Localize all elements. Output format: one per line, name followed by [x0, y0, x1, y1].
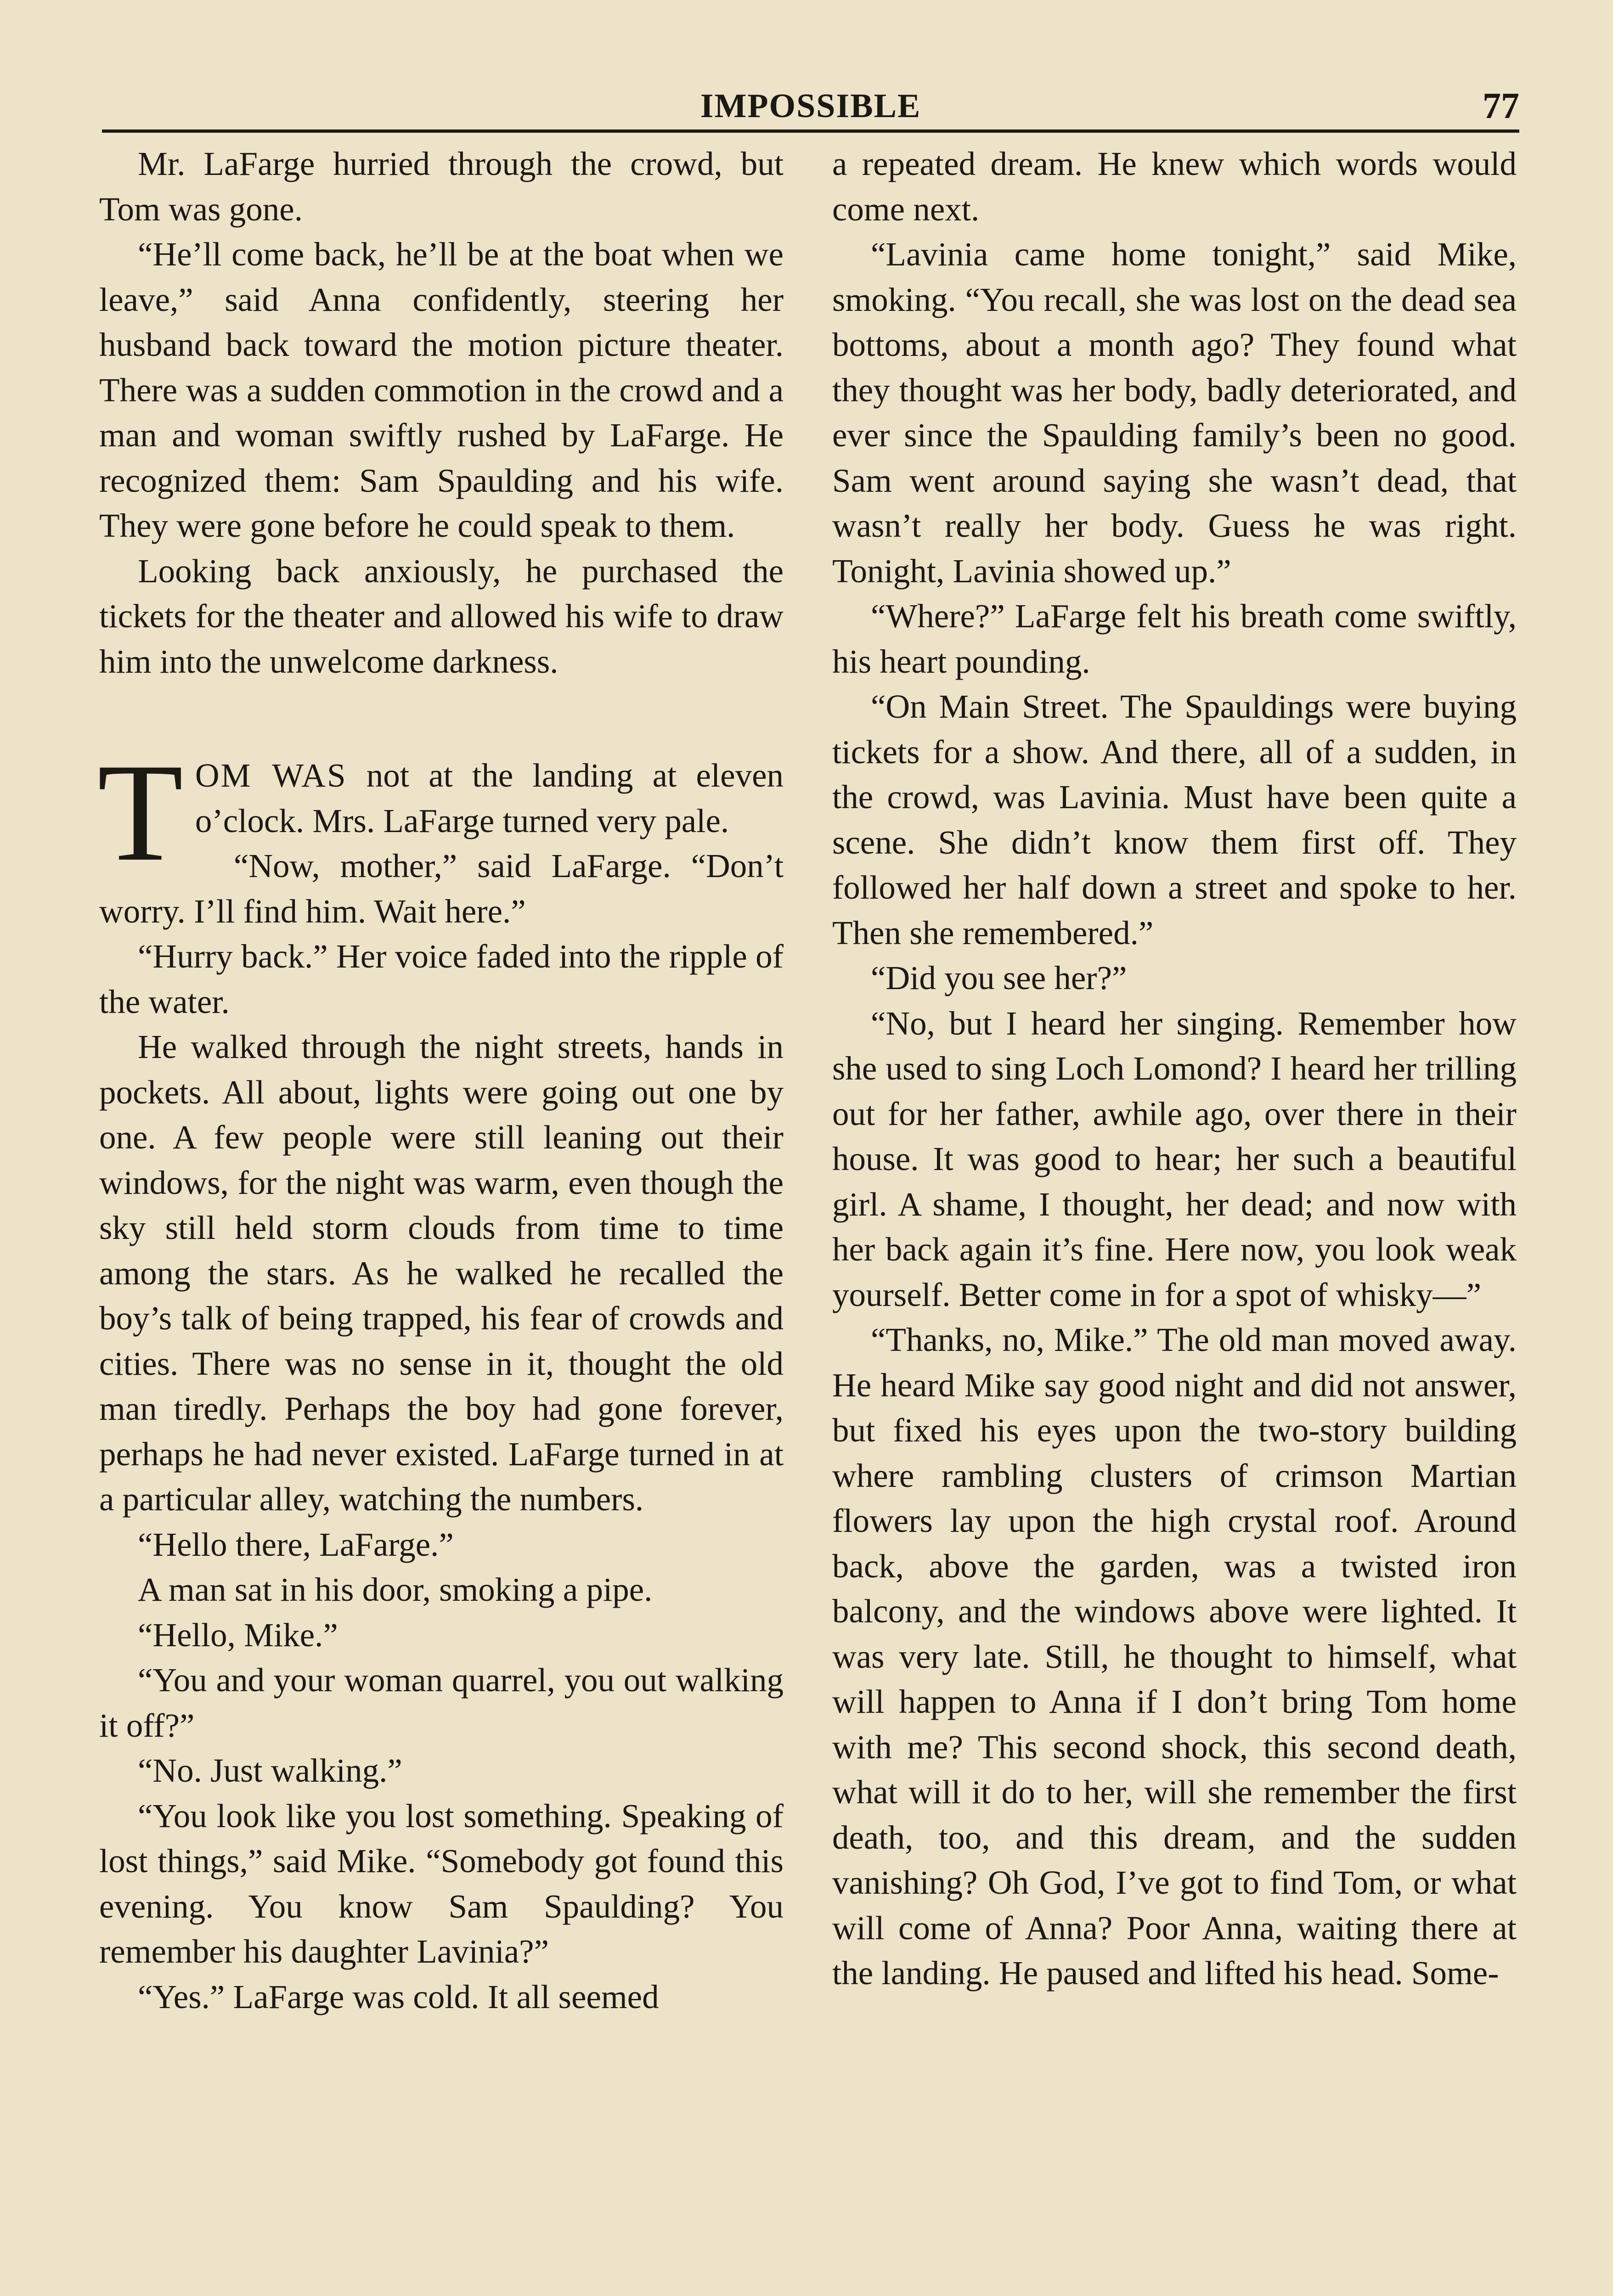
paragraph-text: not at the landing at eleven o’clock. Mrs. LaFarge turned very pale. [195, 757, 784, 839]
paragraph: “Hello there, LaFarge.” [138, 1525, 454, 1563]
paragraph: a repeated dream. He knew which words would come next. [832, 145, 1517, 228]
paragraph: “No. Just walking.” [138, 1752, 402, 1789]
paragraph: “Hello, Mike.” [138, 1616, 338, 1654]
page-header [102, 85, 1519, 134]
paragraph: A man sat in his door, smoking a pipe. [138, 1571, 653, 1608]
paragraph: Looking back anxiously, he purchased the tickets for the theater and allowed his wife to draw him into the unwelcome darkness. [99, 552, 784, 680]
paragraph: “Lavinia came home tonight,” said Mike, smoking. “You recall, she was lost on the dead sea bottoms, about a month ago? They found what they thought was her body, badly deteriorated, and ever since the Spaulding family’s been no good. Sam went around saying she wasn’t dead, that wasn’t really her body. Guess he was right. Tonight, Lavinia showed up.” [832, 236, 1517, 590]
left-column [99, 141, 784, 2020]
right-column [832, 141, 1517, 1996]
paragraph: “He’ll come back, he’ll be at the boat when we leave,” said Anna confidently, steering her husband back toward the motion picture theater. There was a sudden commotion in the crowd and a man and woman swiftly rushed by LaFarge. He recognized them: Sam Spaulding and his wife. They were gone before he could speak to them. [99, 236, 784, 544]
paragraph: “No, but I heard her singing. Remember how she used to sing Loch Lomond? I heard her trilling out for her father, awhile ago, over there in their house. It was good to hear; her such a beautiful girl. A shame, I thought, her dead; and now with her back again it’s fine. Here now, you look weak yourself. Better come in for a spot of whisky—” [832, 1004, 1517, 1313]
page-number: 77 [1483, 86, 1519, 126]
paragraph: “Thanks, no, Mike.” The old man moved away. He heard Mike say good night and did not answer, but fixed his eyes upon the two-story building where rambling clusters of crimson Martian flowers lay upon the high crystal roof. Around back, above the garden, was a twisted iron balcony, and the windows above were lighted. It was very late. Still, he thought to himself, what will happen to Anna if I don’t bring Tom home with me? This second shock, this second death, what will it do to her, will she remember the first death, too, and this dream, and the sudden vanishing? Oh God, I’ve got to find Tom, or what will come of Anna? Poor Anna, waiting there at the landing. He paused and lifted his head. Some- [832, 1321, 1517, 1992]
small-caps-lead: OM WAS [195, 757, 347, 794]
paragraph: “Now, mother,” said LaFarge. “Don’t worry. I’ll find him. Wait here.” [99, 847, 784, 930]
drop-cap: T [97, 735, 183, 890]
paragraph: He walked through the night streets, hands in pockets. All about, lights were going out one by one. A few people were still leaning out their windows, for the night was warm, even though the sky still held storm clouds from time to time among the stars. As he walked he recalled the boy’s talk of being trapped, his fear of crowds and cities. There was no sense in it, thought the old man tiredly. Perhaps the boy had gone forever, perhaps he had never existed. LaFarge turned in at a particular alley, watching the numbers. [99, 1028, 784, 1518]
paragraph: “On Main Street. The Spauldings were buying tickets for a show. And there, all of a sudden, in the crowd, was Lavinia. Must have been quite a scene. She didn’t know them first off. They followed her half down a street and spoke to her. Then she remembered.” [832, 688, 1517, 951]
paragraph: “Did you see her?” [871, 959, 1127, 996]
paragraph: “Yes.” LaFarge was cold. It all seemed [138, 1978, 659, 2015]
paragraph: “You and your woman quarrel, you out walking it off?” [99, 1661, 784, 1744]
paragraph: Mr. LaFarge hurried through the crowd, but Tom was gone. [99, 145, 784, 228]
paragraph: “Where?” LaFarge felt his breath come swiftly, his heart pounding. [832, 597, 1517, 680]
running-title: IMPOSSIBLE [700, 87, 921, 125]
header-rule [102, 129, 1519, 133]
paragraph: “You look like you lost something. Speaking of lost things,” said Mike. “Somebody got found this evening. You know Sam Spaulding? You remember his daughter Lavinia?” [99, 1797, 784, 1970]
paragraph: “Hurry back.” Her voice faded into the ripple of the water. [99, 938, 784, 1020]
